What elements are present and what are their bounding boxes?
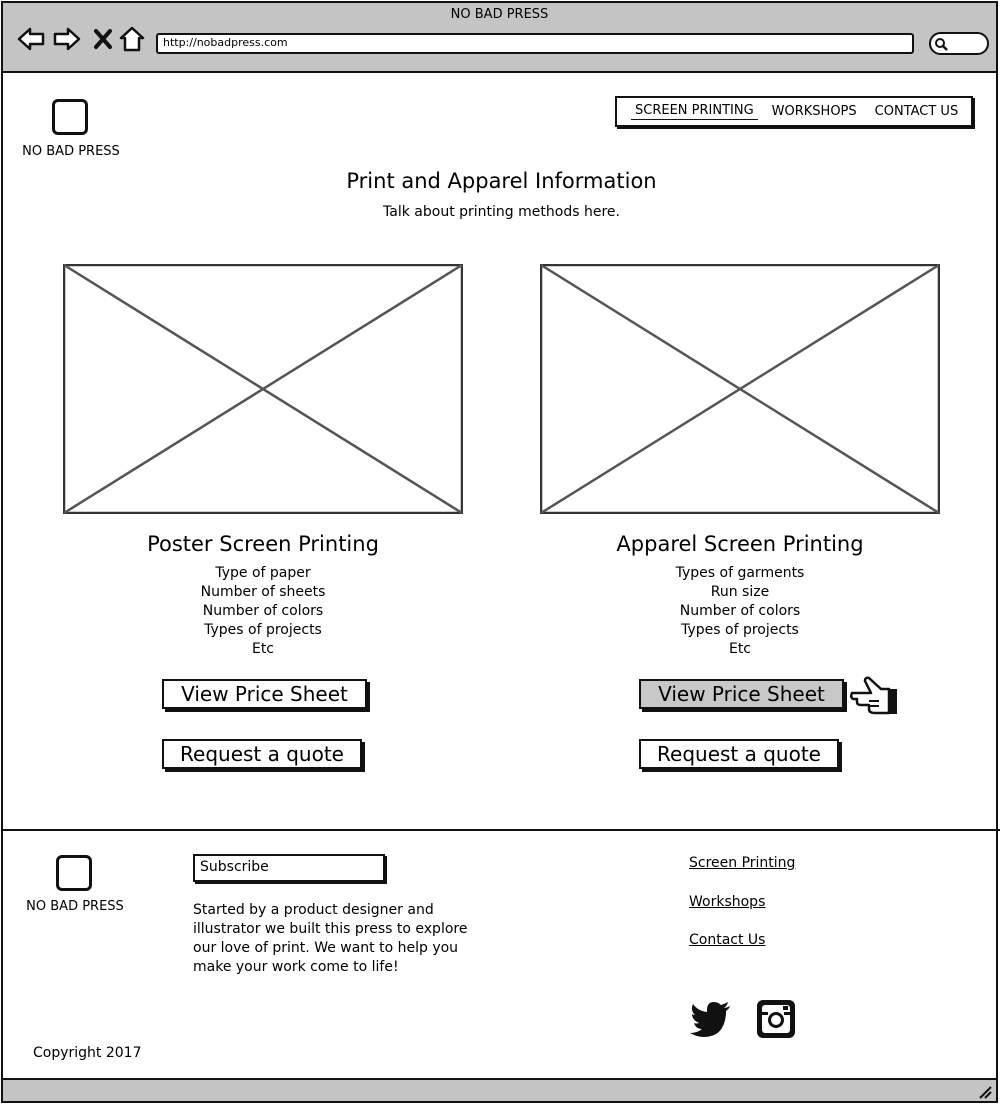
footer-logo-text: NO BAD PRESS <box>26 899 124 914</box>
footer-link-contact-us[interactable]: Contact Us <box>689 932 766 948</box>
nav-item-screen-printing[interactable]: SCREEN PRINTING <box>631 103 758 120</box>
logo-text: NO BAD PRESS <box>22 144 120 159</box>
apparel-title: Apparel Screen Printing <box>616 532 864 556</box>
footer-logo-icon[interactable] <box>56 855 92 891</box>
search-icon <box>934 37 948 51</box>
list-item: Type of paper <box>215 565 311 581</box>
browser-window <box>1 1 998 1103</box>
list-item: Etc <box>728 641 752 657</box>
logo-icon[interactable] <box>52 99 88 135</box>
search-box[interactable] <box>929 32 989 55</box>
status-bar <box>3 1078 996 1101</box>
footer-link-screen-printing[interactable]: Screen Printing <box>689 855 796 871</box>
poster-image-placeholder <box>63 264 463 514</box>
apparel-details <box>540 564 940 659</box>
list-item: Number of sheets <box>200 584 326 600</box>
copyright: Copyright 2017 <box>33 1045 142 1061</box>
list-item: Types of projects <box>204 622 322 638</box>
apparel-request-quote-button[interactable]: Request a quote <box>639 739 839 769</box>
list-item: Types of projects <box>681 622 799 638</box>
footer-divider <box>3 829 1000 831</box>
window-title: NO BAD PRESS <box>450 7 549 22</box>
main-nav <box>615 96 973 127</box>
home-icon[interactable] <box>118 25 146 53</box>
poster-request-quote-button[interactable]: Request a quote <box>162 739 362 769</box>
poster-view-price-button[interactable]: View Price Sheet <box>162 679 367 709</box>
list-item: Etc <box>251 641 275 657</box>
instagram-icon[interactable] <box>755 998 797 1040</box>
poster-details <box>63 564 463 659</box>
close-icon[interactable] <box>90 25 118 53</box>
url-input[interactable]: http://nobadpress.com <box>156 33 914 54</box>
subscribe-input[interactable]: Subscribe <box>193 854 385 882</box>
browser-chrome <box>3 3 996 73</box>
list-item: Number of colors <box>202 603 324 619</box>
forward-arrow-icon[interactable] <box>53 25 81 53</box>
apparel-view-price-button[interactable]: View Price Sheet <box>639 679 844 709</box>
footer-links <box>689 855 795 971</box>
back-arrow-icon[interactable] <box>17 25 45 53</box>
apparel-image-placeholder <box>540 264 940 514</box>
poster-title: Poster Screen Printing <box>147 532 379 556</box>
resize-grip-icon[interactable] <box>976 1083 992 1099</box>
nav-item-contact-us[interactable]: CONTACT US <box>874 104 959 119</box>
page-title: Print and Apparel Information <box>346 169 657 193</box>
list-item: Run size <box>710 584 770 600</box>
list-item: Types of garments <box>675 565 805 581</box>
footer-about-text: Started by a product designer and illustrator we built this press to explore our love of print. We want to help you make your work come to life! <box>193 902 468 975</box>
hand-pointer-icon <box>849 675 899 717</box>
nav-item-workshops[interactable]: WORKSHOPS <box>771 104 857 119</box>
footer-link-workshops[interactable]: Workshops <box>689 893 766 910</box>
page-subtitle: Talk about printing methods here. <box>383 204 620 220</box>
list-item: Number of colors <box>679 603 801 619</box>
twitter-icon[interactable] <box>690 998 732 1040</box>
